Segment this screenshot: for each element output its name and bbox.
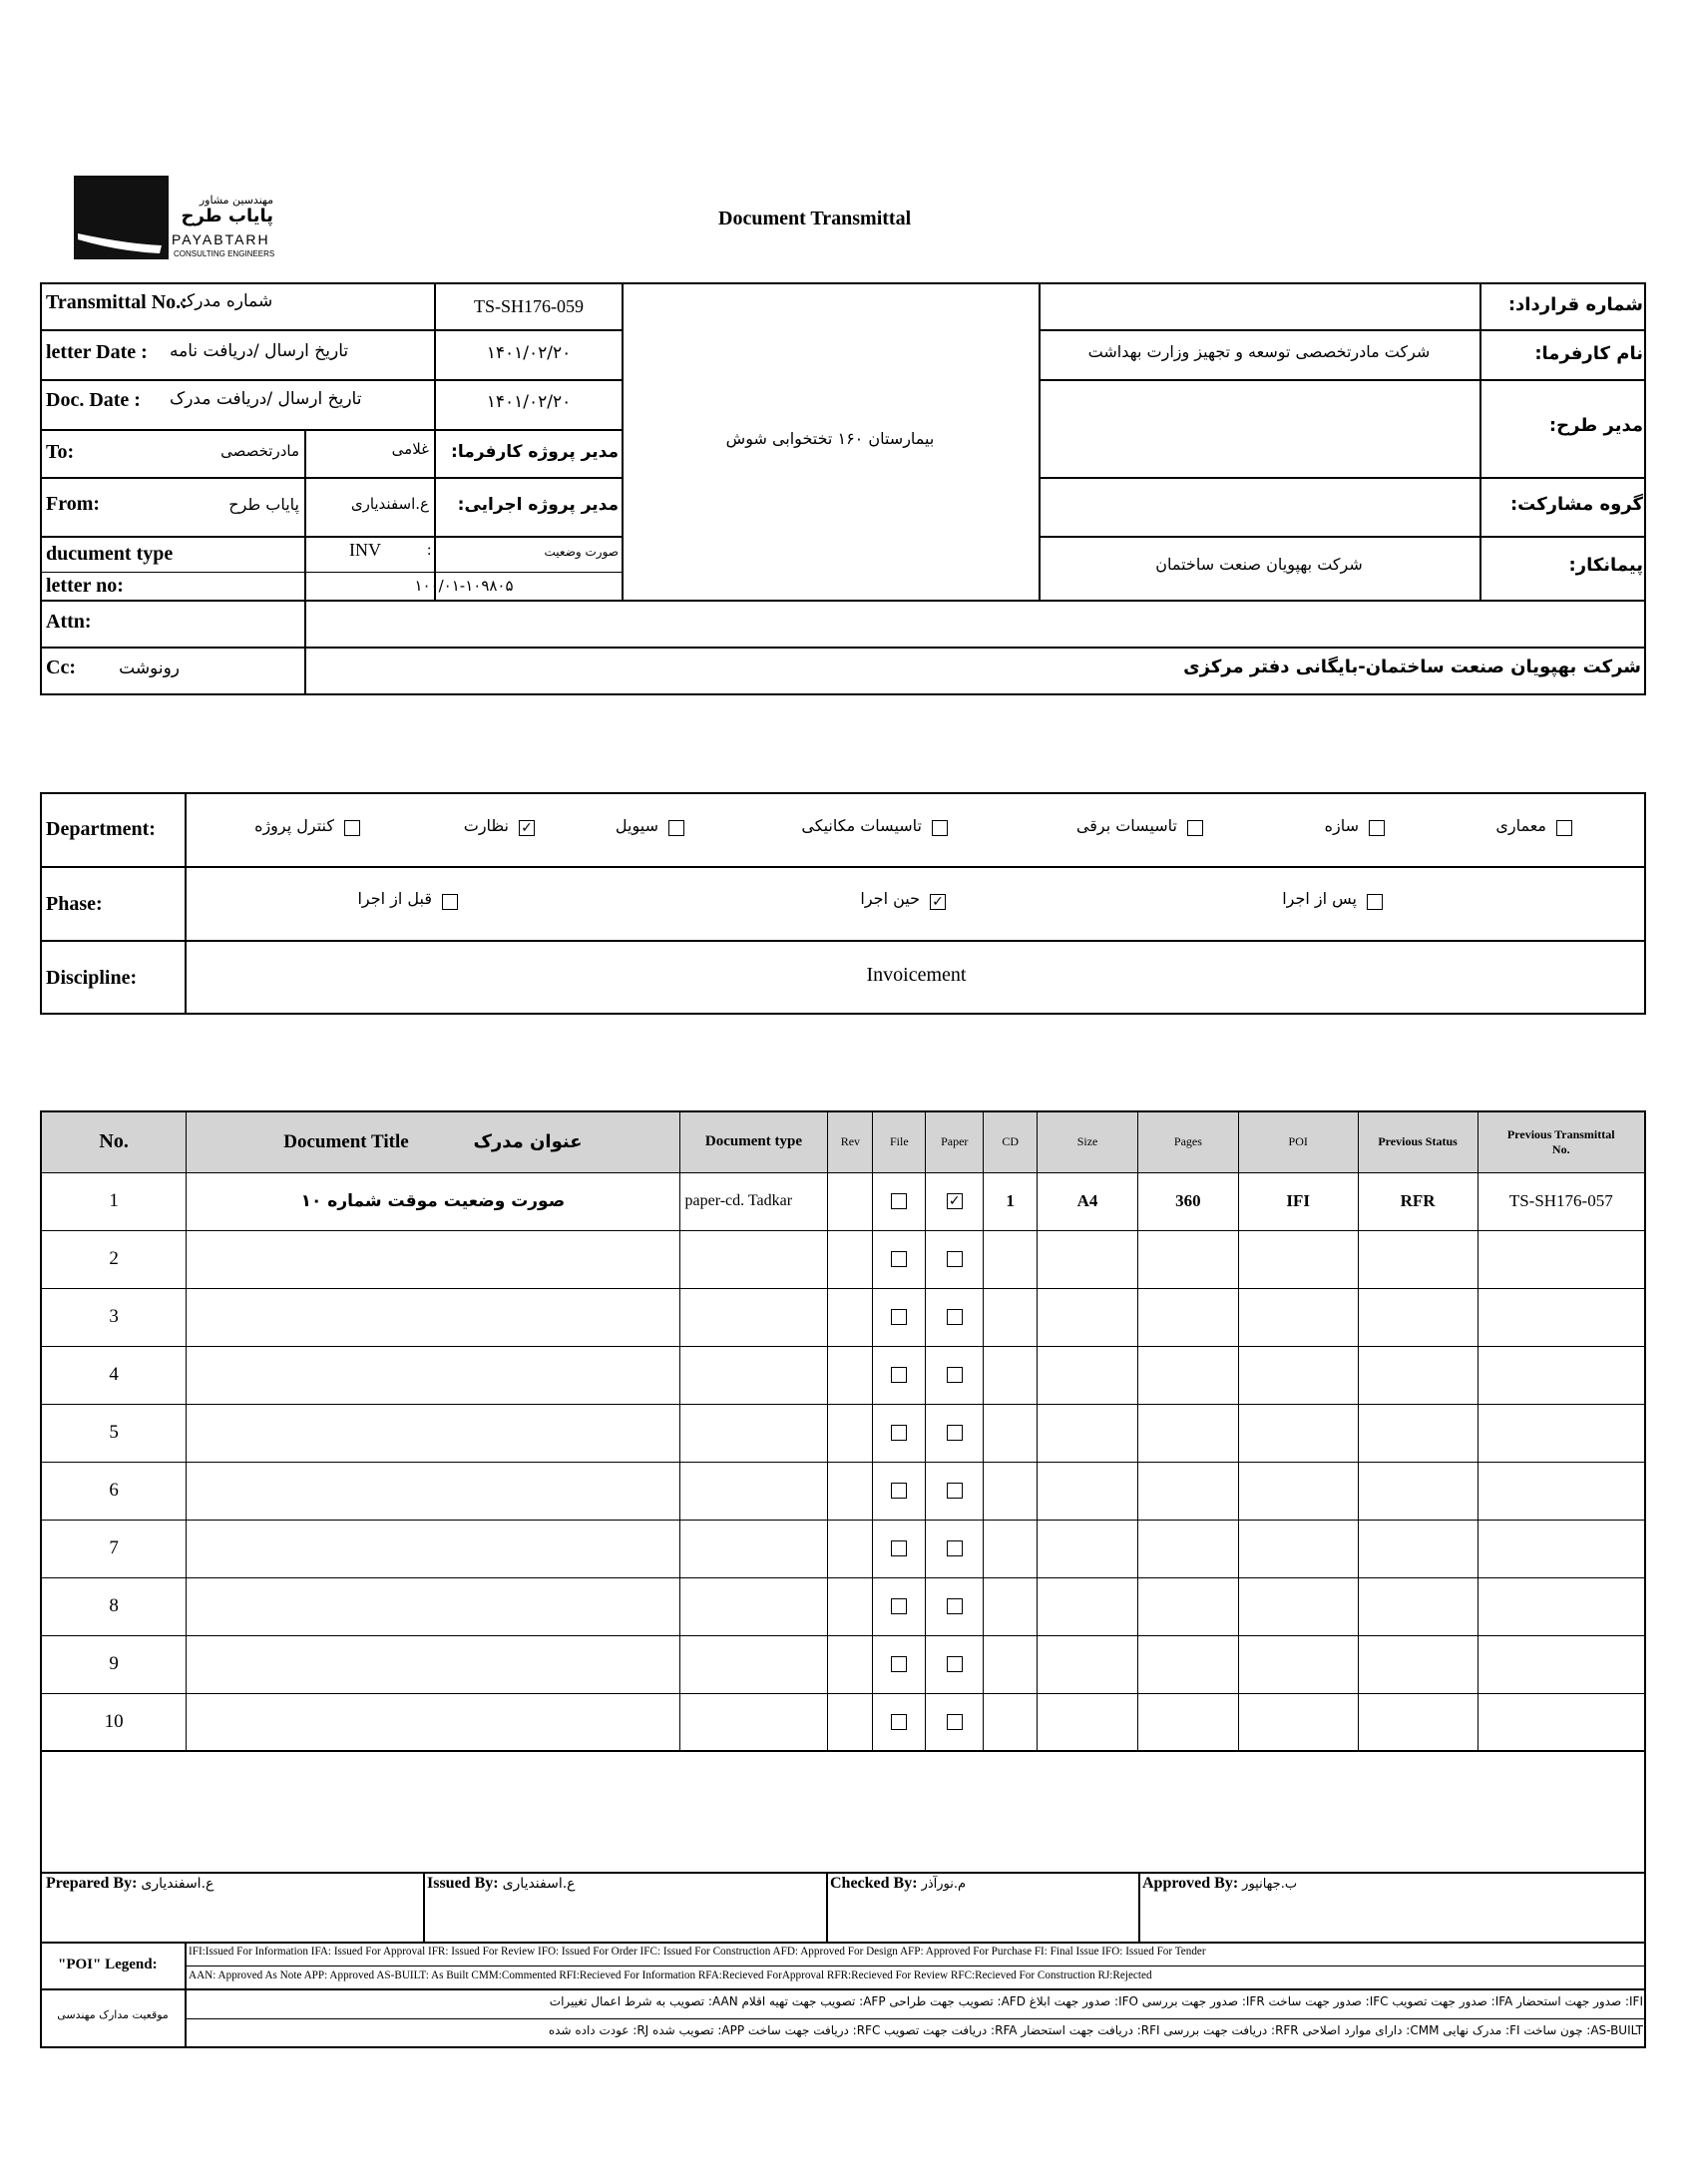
file-checkbox-cell[interactable] bbox=[873, 1230, 926, 1288]
cell-poi bbox=[1238, 1635, 1358, 1693]
paper-checkbox[interactable]: ✓ bbox=[947, 1193, 963, 1209]
table-row bbox=[41, 1693, 1645, 1751]
cell-size bbox=[1038, 1230, 1138, 1288]
phase-checkbox[interactable] bbox=[1367, 894, 1383, 910]
cell-poi bbox=[1238, 1288, 1358, 1346]
discipline-label: Discipline: bbox=[46, 967, 138, 989]
cell-type bbox=[679, 1693, 828, 1751]
col-rev: Rev bbox=[828, 1111, 873, 1172]
cell-title bbox=[187, 1520, 679, 1577]
cell-prev-status: RFR bbox=[1358, 1172, 1477, 1230]
col-prev-trans: Previous Transmittal No. bbox=[1477, 1111, 1645, 1172]
cell-size bbox=[1038, 1462, 1138, 1520]
paper-checkbox-cell[interactable] bbox=[926, 1693, 984, 1751]
cell-rev bbox=[828, 1577, 873, 1635]
cell-prev-trans bbox=[1477, 1462, 1645, 1520]
issued-label: Issued By: bbox=[427, 1875, 499, 1892]
cell-pages bbox=[1137, 1230, 1238, 1288]
doc-date-label-fa: تاریخ ارسال /دریافت مدرک bbox=[170, 389, 362, 409]
to-manager-name: غلامی bbox=[391, 440, 429, 458]
cell-no: 8 bbox=[41, 1577, 187, 1635]
department-checkbox[interactable] bbox=[932, 820, 948, 836]
issued-by bbox=[427, 1875, 576, 1893]
department-option-label: معماری bbox=[1495, 816, 1546, 835]
cell-title bbox=[187, 1230, 679, 1288]
cell-rev bbox=[828, 1462, 873, 1520]
logo-en-name: PAYABTARH bbox=[172, 231, 270, 247]
legend-fa-line-1: IFI: صدور جهت استحضار IFA: صدور جهت تصویب IFC: صدور جهت ساخت IFR: صدور جهت بررسی IFO: صدور جهت ابلاغ AFD: تصویب جهت طراحی AFP: تصویب جهت تهیه اقلام AAN: تصویب به شرط اعمال تغییرات bbox=[549, 1994, 1643, 2008]
table-row bbox=[41, 1577, 1645, 1635]
cell-rev bbox=[828, 1172, 873, 1230]
legend-fa-line-2: AS-BUILT: چون ساخت FI: مدرک نهایی CMM: دارای موارد اصلاحی RFR: دریافت جهت بررسی RFI: دریافت جهت استحضار RFA: دریافت جهت تصویب RFC: دریافت جهت ساخت APP: تصویب شده RJ: عودت داده شده bbox=[548, 2023, 1643, 2037]
company-logo bbox=[74, 176, 303, 261]
cell-type bbox=[679, 1230, 828, 1288]
cell-cd bbox=[984, 1346, 1038, 1404]
logo-fa-small: مهندسین مشاور bbox=[199, 194, 273, 207]
department-checkbox[interactable] bbox=[1556, 820, 1572, 836]
file-checkbox-cell[interactable] bbox=[873, 1346, 926, 1404]
doctype-separator: : bbox=[427, 542, 432, 559]
transmittal-no-value: TS-SH176-059 bbox=[473, 296, 584, 316]
poi-legend-label: "POI" Legend: bbox=[58, 1957, 158, 1972]
cell-cd bbox=[984, 1230, 1038, 1288]
cell-type bbox=[679, 1635, 828, 1693]
paper-checkbox-cell[interactable] bbox=[926, 1520, 984, 1577]
prepared-by bbox=[46, 1875, 213, 1893]
file-checkbox-cell[interactable] bbox=[873, 1288, 926, 1346]
cell-prev-trans bbox=[1477, 1288, 1645, 1346]
cell-prev-status bbox=[1358, 1577, 1477, 1635]
department-checkbox[interactable] bbox=[344, 820, 360, 836]
transmittal-no-label: Transmittal No.: bbox=[46, 291, 188, 313]
paper-checkbox-cell[interactable] bbox=[926, 1462, 984, 1520]
paper-checkbox-cell[interactable] bbox=[926, 1172, 984, 1230]
cell-title bbox=[187, 1404, 679, 1462]
paper-checkbox[interactable] bbox=[947, 1656, 963, 1672]
paper-checkbox-cell[interactable] bbox=[926, 1404, 984, 1462]
file-checkbox[interactable] bbox=[891, 1483, 907, 1499]
paper-checkbox[interactable] bbox=[947, 1483, 963, 1499]
cell-size bbox=[1038, 1693, 1138, 1751]
file-checkbox-cell[interactable] bbox=[873, 1404, 926, 1462]
cc-label-fa: رونوشت bbox=[119, 658, 180, 678]
table-row bbox=[41, 1172, 1645, 1230]
cell-prev-trans: TS-SH176-057 bbox=[1477, 1172, 1645, 1230]
paper-checkbox[interactable] bbox=[947, 1251, 963, 1267]
department-checkbox[interactable] bbox=[1369, 820, 1385, 836]
file-checkbox-cell[interactable] bbox=[873, 1462, 926, 1520]
paper-checkbox-cell[interactable] bbox=[926, 1230, 984, 1288]
cell-no: 6 bbox=[41, 1462, 187, 1520]
cell-type bbox=[679, 1288, 828, 1346]
paper-checkbox-cell[interactable] bbox=[926, 1577, 984, 1635]
cell-type bbox=[679, 1520, 828, 1577]
partner-label: گروه مشارکت: bbox=[1509, 494, 1643, 515]
cell-rev bbox=[828, 1693, 873, 1751]
doctype-label: ducument type bbox=[46, 543, 174, 565]
file-checkbox[interactable] bbox=[891, 1309, 907, 1325]
paper-checkbox-cell[interactable] bbox=[926, 1288, 984, 1346]
cell-size bbox=[1038, 1346, 1138, 1404]
cell-pages bbox=[1137, 1520, 1238, 1577]
cell-prev-trans bbox=[1477, 1404, 1645, 1462]
cell-prev-status bbox=[1358, 1346, 1477, 1404]
paper-checkbox[interactable] bbox=[947, 1309, 963, 1325]
to-value: مادرتخصصی bbox=[220, 442, 299, 460]
department-option-label: کنترل پروژه bbox=[254, 816, 334, 835]
table-row bbox=[41, 1462, 1645, 1520]
file-checkbox[interactable] bbox=[891, 1425, 907, 1441]
cell-no: 7 bbox=[41, 1520, 187, 1577]
cell-type bbox=[679, 1577, 828, 1635]
cell-cd bbox=[984, 1288, 1038, 1346]
prepared-value: ع.اسفندیاری bbox=[141, 1876, 214, 1892]
cell-no: 3 bbox=[41, 1288, 187, 1346]
col-paper: Paper bbox=[926, 1111, 984, 1172]
department-option-label: تاسیسات برقی bbox=[1075, 816, 1177, 835]
file-checkbox[interactable] bbox=[891, 1598, 907, 1614]
cell-title bbox=[187, 1635, 679, 1693]
cell-type bbox=[679, 1462, 828, 1520]
department-checkbox[interactable]: ✓ bbox=[519, 820, 535, 836]
contractor-value: شرکت بهپویان صنعت ساختمان bbox=[1155, 555, 1363, 574]
approved-value: ب.جهانپور bbox=[1242, 1877, 1298, 1892]
from-value: پایاب طرح bbox=[228, 495, 299, 514]
file-checkbox-cell[interactable] bbox=[873, 1635, 926, 1693]
phase-checkbox[interactable]: ✓ bbox=[930, 894, 946, 910]
doc-date-label: Doc. Date : bbox=[46, 389, 141, 411]
table-row bbox=[41, 1346, 1645, 1404]
doctype-value: INV bbox=[349, 540, 381, 560]
cell-no: 10 bbox=[41, 1693, 187, 1751]
department-option-label: نظارت bbox=[463, 816, 509, 835]
doc-date-value: ۱۴۰۱/۰۲/۲۰ bbox=[486, 392, 572, 412]
checked-by bbox=[830, 1875, 966, 1893]
table-row bbox=[41, 1230, 1645, 1288]
phase-option-label: حین اجرا bbox=[860, 889, 920, 908]
cell-no: 5 bbox=[41, 1404, 187, 1462]
cell-poi bbox=[1238, 1577, 1358, 1635]
department-label: Department: bbox=[46, 818, 156, 840]
from-manager-name: ع.اسفندیاری bbox=[350, 495, 429, 513]
employer-value: شرکت مادرتخصصی توسعه و تجهیز وزارت بهداشت bbox=[1087, 342, 1431, 361]
file-checkbox[interactable] bbox=[891, 1251, 907, 1267]
cell-prev-trans bbox=[1477, 1230, 1645, 1288]
cell-pages bbox=[1137, 1288, 1238, 1346]
cell-cd bbox=[984, 1577, 1038, 1635]
cell-type bbox=[679, 1346, 828, 1404]
department-option-label: سیویل bbox=[615, 816, 658, 835]
cell-poi bbox=[1238, 1404, 1358, 1462]
transmittal-no-label-fa: شماره مدرک bbox=[180, 291, 273, 311]
cell-poi: IFI bbox=[1238, 1172, 1358, 1230]
phase-option-label: پس از اجرا bbox=[1282, 889, 1357, 908]
paper-checkbox[interactable] bbox=[947, 1598, 963, 1614]
cell-rev bbox=[828, 1346, 873, 1404]
cell-prev-trans bbox=[1477, 1577, 1645, 1635]
file-checkbox[interactable] bbox=[891, 1367, 907, 1383]
from-manager-label: مدیر پروژه اجرایی: bbox=[457, 495, 619, 515]
to-label: To: bbox=[46, 441, 75, 463]
cell-prev-trans bbox=[1477, 1520, 1645, 1577]
cell-size bbox=[1038, 1635, 1138, 1693]
col-file: File bbox=[873, 1111, 926, 1172]
checked-label: Checked By: bbox=[830, 1875, 918, 1892]
paper-checkbox-cell[interactable] bbox=[926, 1346, 984, 1404]
col-poi: POI bbox=[1238, 1111, 1358, 1172]
cell-poi bbox=[1238, 1346, 1358, 1404]
department-checkbox[interactable] bbox=[1187, 820, 1203, 836]
cell-cd bbox=[984, 1404, 1038, 1462]
logo-mark-icon bbox=[74, 176, 169, 259]
cell-prev-status bbox=[1358, 1230, 1477, 1288]
paper-checkbox[interactable] bbox=[947, 1540, 963, 1556]
phase-checkbox[interactable] bbox=[442, 894, 458, 910]
cell-rev bbox=[828, 1520, 873, 1577]
cell-no: 9 bbox=[41, 1635, 187, 1693]
col-no: No. bbox=[41, 1111, 187, 1172]
col-title bbox=[187, 1111, 679, 1172]
contractor-label: پیمانکار: bbox=[1568, 555, 1643, 576]
attn-label: Attn: bbox=[46, 611, 92, 633]
cell-cd bbox=[984, 1462, 1038, 1520]
contract-no-label: شماره قرارداد: bbox=[1507, 294, 1643, 315]
cell-no: 2 bbox=[41, 1230, 187, 1288]
cell-rev bbox=[828, 1230, 873, 1288]
cell-prev-status bbox=[1358, 1693, 1477, 1751]
file-checkbox-cell[interactable] bbox=[873, 1520, 926, 1577]
cell-pages bbox=[1137, 1577, 1238, 1635]
prepared-label: Prepared By: bbox=[46, 1875, 138, 1892]
table-row bbox=[41, 1520, 1645, 1577]
approved-by bbox=[1142, 1875, 1297, 1893]
approved-label: Approved By: bbox=[1142, 1875, 1239, 1892]
cell-prev-trans bbox=[1477, 1346, 1645, 1404]
to-manager-label: مدیر پروژه کارفرما: bbox=[451, 442, 619, 462]
cell-pages bbox=[1137, 1346, 1238, 1404]
department-option-label: تاسیسات مکانیکی bbox=[801, 816, 922, 835]
cell-poi bbox=[1238, 1520, 1358, 1577]
cell-title bbox=[187, 1693, 679, 1751]
cell-no: 4 bbox=[41, 1346, 187, 1404]
cell-prev-status bbox=[1358, 1462, 1477, 1520]
file-checkbox-cell[interactable] bbox=[873, 1693, 926, 1751]
cell-prev-status bbox=[1358, 1404, 1477, 1462]
department-option-label: سازه bbox=[1324, 816, 1359, 835]
legend-line-1: IFI:Issued For Information IFA: Issued For Approval IFR: Issued For Review IFO: Issued For Order IFC: Issued For Construction AFD: Approved For Design AFP: Approved For Purchase FI: Final Issue IFO: Issued For Tender bbox=[189, 1946, 1206, 1958]
department-checkbox[interactable] bbox=[668, 820, 684, 836]
cell-no: 1 bbox=[41, 1172, 187, 1230]
logo-fa-name: پایاب طرح bbox=[181, 206, 273, 226]
cell-cd bbox=[984, 1693, 1038, 1751]
page-title: Document Transmittal bbox=[718, 208, 912, 229]
checked-value: م.نورآذر bbox=[921, 1877, 967, 1892]
cell-prev-status bbox=[1358, 1520, 1477, 1577]
legend-fa-label: موقعیت مدارک مهندسی bbox=[57, 2008, 169, 2021]
table-row bbox=[41, 1404, 1645, 1462]
file-checkbox-cell[interactable] bbox=[873, 1577, 926, 1635]
cell-poi bbox=[1238, 1462, 1358, 1520]
cell-pages bbox=[1137, 1462, 1238, 1520]
col-cd: CD bbox=[984, 1111, 1038, 1172]
cell-cd bbox=[984, 1520, 1038, 1577]
cell-poi bbox=[1238, 1230, 1358, 1288]
col-prev-status: Previous Status bbox=[1358, 1111, 1477, 1172]
cell-cd: 1 bbox=[984, 1172, 1038, 1230]
col-title-fa: عنوان مدرک bbox=[473, 1130, 583, 1152]
cell-pages bbox=[1137, 1404, 1238, 1462]
file-checkbox[interactable] bbox=[891, 1656, 907, 1672]
col-type: Document type bbox=[679, 1111, 828, 1172]
discipline-value: Invoicement bbox=[866, 964, 967, 986]
file-checkbox[interactable] bbox=[891, 1540, 907, 1556]
table-header-row bbox=[41, 1111, 1645, 1172]
cell-rev bbox=[828, 1635, 873, 1693]
issued-value: ع.اسفندیاری bbox=[502, 1876, 576, 1892]
employer-label: نام کارفرما: bbox=[1534, 343, 1643, 364]
paper-checkbox[interactable] bbox=[947, 1367, 963, 1383]
cell-title bbox=[187, 1462, 679, 1520]
col-pages: Pages bbox=[1137, 1111, 1238, 1172]
table-row bbox=[41, 1288, 1645, 1346]
letter-date-label: letter Date : bbox=[46, 341, 148, 363]
cell-size bbox=[1038, 1404, 1138, 1462]
cell-rev bbox=[828, 1404, 873, 1462]
designer-label: مدیر طرح: bbox=[1548, 415, 1643, 436]
cc-label: Cc: bbox=[46, 656, 76, 678]
letter-date-value: ۱۴۰۱/۰۲/۲۰ bbox=[486, 343, 572, 363]
cell-pages bbox=[1137, 1693, 1238, 1751]
col-title-en: Document Title bbox=[283, 1130, 409, 1152]
letter-date-label-fa: تاریخ ارسال /دریافت نامه bbox=[170, 341, 349, 361]
paper-checkbox[interactable] bbox=[947, 1425, 963, 1441]
cell-title bbox=[187, 1577, 679, 1635]
cell-title bbox=[187, 1288, 679, 1346]
paper-checkbox[interactable] bbox=[947, 1714, 963, 1730]
project-name: بیمارستان ۱۶۰ تختخوابی شوش bbox=[725, 429, 935, 448]
file-checkbox-cell[interactable] bbox=[873, 1172, 926, 1230]
cell-type: paper-cd. Tadkar bbox=[679, 1172, 828, 1230]
cell-prev-status bbox=[1358, 1635, 1477, 1693]
cell-size: A4 bbox=[1038, 1172, 1138, 1230]
cell-title bbox=[187, 1346, 679, 1404]
logo-en-sub: CONSULTING ENGINEERS bbox=[174, 249, 275, 258]
cell-pages: 360 bbox=[1137, 1172, 1238, 1230]
phase-option-label: قبل از اجرا bbox=[357, 889, 432, 908]
cell-size bbox=[1038, 1288, 1138, 1346]
cell-size bbox=[1038, 1520, 1138, 1577]
letterno-value: ۱۰۰/۰۱-۱۰۹۸۰۵ bbox=[414, 577, 514, 595]
file-checkbox[interactable] bbox=[891, 1714, 907, 1730]
letterno-label: letter no: bbox=[46, 575, 124, 597]
cell-poi bbox=[1238, 1693, 1358, 1751]
phase-label: Phase: bbox=[46, 893, 103, 915]
file-checkbox[interactable] bbox=[891, 1193, 907, 1209]
cell-rev bbox=[828, 1288, 873, 1346]
col-size: Size bbox=[1038, 1111, 1138, 1172]
cell-pages bbox=[1137, 1635, 1238, 1693]
doctype-fa: صورت وضعیت bbox=[544, 545, 619, 559]
table-row bbox=[41, 1635, 1645, 1693]
paper-checkbox-cell[interactable] bbox=[926, 1635, 984, 1693]
document-table bbox=[40, 1110, 1646, 1752]
from-label: From: bbox=[46, 493, 101, 515]
cell-type bbox=[679, 1404, 828, 1462]
cell-prev-status bbox=[1358, 1288, 1477, 1346]
cell-size bbox=[1038, 1577, 1138, 1635]
cell-prev-trans bbox=[1477, 1635, 1645, 1693]
cell-title: صورت وضعیت موقت شماره ۱۰ bbox=[187, 1172, 679, 1230]
cc-value: شرکت بهپویان صنعت ساختمان-بایگانی دفتر مرکزی bbox=[1183, 656, 1641, 677]
cell-prev-trans bbox=[1477, 1693, 1645, 1751]
legend-line-2: AAN: Approved As Note APP: Approved AS-BUILT: As Built CMM:Commented RFI:Recieved For Information RFA:Recieved ForApproval RFR:Recieved For Review RFC:Recieved For Construction RJ:Rejected bbox=[189, 1969, 1152, 1981]
cell-cd bbox=[984, 1635, 1038, 1693]
